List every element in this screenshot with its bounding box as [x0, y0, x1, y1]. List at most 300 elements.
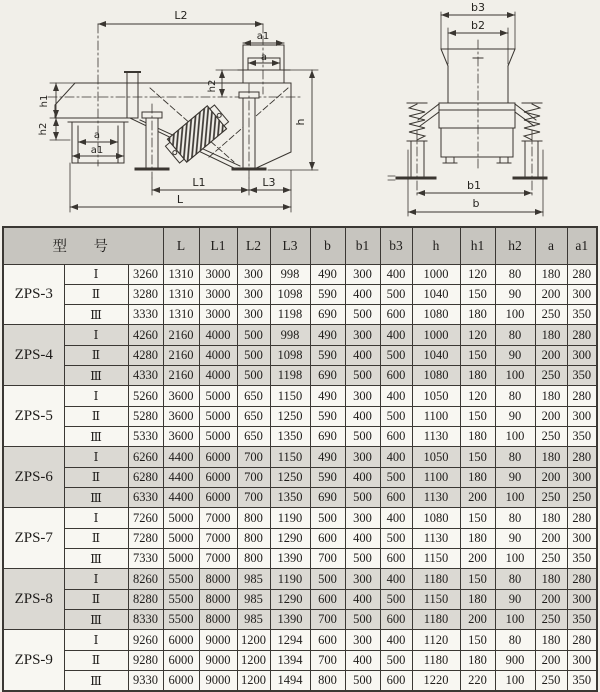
spec-cell: 1250 [270, 406, 310, 426]
spec-cell: 1150 [270, 447, 310, 467]
column-header-h: h [412, 227, 460, 264]
spec-cell: 5000 [163, 549, 199, 569]
table-row [3, 386, 597, 406]
spec-cell: 800 [237, 549, 270, 569]
spec-cell: 8260 [128, 569, 163, 589]
spec-cell: 1200 [237, 650, 270, 670]
spec-cell: 500 [380, 284, 412, 304]
spec-cell: 800 [237, 508, 270, 528]
spec-cell: 300 [567, 528, 597, 548]
spec-cell: 400 [380, 569, 412, 589]
spec-cell: 300 [567, 650, 597, 670]
spec-cell: 400 [345, 345, 380, 365]
column-header-a: a [535, 227, 567, 264]
spec-table-wrapper [2, 226, 598, 692]
spec-cell: 700 [237, 447, 270, 467]
model-cell: ZPS-4 [3, 325, 64, 386]
spec-cell: 1180 [412, 569, 460, 589]
spec-cell: 80 [495, 569, 535, 589]
dim-label-a1-bottom: a1 [90, 145, 104, 156]
spec-cell: 400 [345, 528, 380, 548]
spec-cell: 350 [567, 610, 597, 630]
spec-table [2, 226, 598, 692]
spec-cell: 90 [495, 406, 535, 426]
model-cell: ZPS-9 [3, 630, 64, 691]
spec-cell: 1080 [412, 508, 460, 528]
subtype-cell: Ⅰ [64, 386, 128, 406]
spec-cell: 985 [237, 589, 270, 609]
spec-cell: 700 [310, 650, 345, 670]
subtype-cell: Ⅱ [64, 284, 128, 304]
subtype-cell: Ⅲ [64, 305, 128, 325]
spec-cell: 200 [460, 488, 495, 508]
spec-cell: 4280 [128, 345, 163, 365]
spec-cell: 180 [460, 467, 495, 487]
spec-cell: 1200 [237, 671, 270, 691]
spec-cell: 7280 [128, 528, 163, 548]
spec-cell: 1390 [270, 549, 310, 569]
spec-cell: 500 [345, 305, 380, 325]
spec-cell: 300 [567, 406, 597, 426]
spec-cell: 9000 [199, 671, 237, 691]
spec-cell: 200 [535, 345, 567, 365]
spec-cell: 8280 [128, 589, 163, 609]
spec-cell: 280 [567, 325, 597, 345]
spec-cell: 9330 [128, 671, 163, 691]
spec-cell: 5000 [163, 508, 199, 528]
spec-cell: 600 [310, 630, 345, 650]
spec-cell: 7000 [199, 549, 237, 569]
dim-label-h1-left: h1 [39, 94, 50, 108]
spec-cell: 500 [237, 345, 270, 365]
spec-cell: 590 [310, 406, 345, 426]
spec-cell: 3000 [199, 264, 237, 284]
column-header-L3: L3 [270, 227, 310, 264]
table-row [3, 528, 597, 548]
spec-cell: 998 [270, 325, 310, 345]
spec-cell: 250 [567, 488, 597, 508]
spec-cell: 600 [380, 366, 412, 386]
spec-cell: 200 [535, 650, 567, 670]
spec-cell: 5280 [128, 406, 163, 426]
spec-cell: 150 [460, 508, 495, 528]
table-row [3, 467, 597, 487]
table-row [3, 589, 597, 609]
spec-cell: 100 [495, 305, 535, 325]
table-row [3, 427, 597, 447]
spec-cell: 500 [345, 549, 380, 569]
spec-cell: 500 [310, 508, 345, 528]
spec-cell: 200 [535, 467, 567, 487]
dim-label-a1-top: a1 [256, 31, 270, 42]
spec-cell: 300 [345, 264, 380, 284]
end-view-diagram [380, 0, 600, 226]
spec-cell: 1130 [412, 427, 460, 447]
spec-cell: 500 [380, 345, 412, 365]
spec-cell: 998 [270, 264, 310, 284]
subtype-cell: Ⅰ [64, 325, 128, 345]
spec-cell: 180 [535, 325, 567, 345]
table-row [3, 325, 597, 345]
spec-cell: 400 [380, 508, 412, 528]
spec-cell: 1350 [270, 488, 310, 508]
spec-cell: 3600 [163, 427, 199, 447]
spec-cell: 90 [495, 589, 535, 609]
spec-cell: 7260 [128, 508, 163, 528]
spec-cell: 3330 [128, 305, 163, 325]
spec-cell: 4260 [128, 325, 163, 345]
spec-cell: 1390 [270, 610, 310, 630]
spec-cell: 6280 [128, 467, 163, 487]
spec-cell: 9000 [199, 650, 237, 670]
column-header-L1: L1 [199, 227, 237, 264]
spec-cell: 4400 [163, 488, 199, 508]
spec-cell: 300 [345, 508, 380, 528]
spec-cell: 280 [567, 630, 597, 650]
spec-cell: 180 [460, 427, 495, 447]
dim-label-b3: b3 [471, 1, 485, 14]
spec-cell: 690 [310, 305, 345, 325]
spec-cell: 1000 [412, 325, 460, 345]
spec-cell: 250 [535, 488, 567, 508]
spec-cell: 500 [380, 406, 412, 426]
spec-cell: 5500 [163, 569, 199, 589]
spec-cell: 120 [460, 325, 495, 345]
column-header-b3: b3 [380, 227, 412, 264]
spec-cell: 100 [495, 610, 535, 630]
spec-cell: 1494 [270, 671, 310, 691]
dim-label-a-top: a [260, 52, 268, 63]
spec-cell: 5000 [163, 528, 199, 548]
table-row [3, 650, 597, 670]
dim-label-L1: L1 [192, 176, 206, 189]
spec-cell: 500 [380, 650, 412, 670]
spec-cell: 590 [310, 284, 345, 304]
spec-cell: 1394 [270, 650, 310, 670]
subtype-cell: Ⅰ [64, 264, 128, 284]
spec-cell: 200 [460, 549, 495, 569]
spec-cell: 350 [567, 305, 597, 325]
spec-cell: 700 [237, 488, 270, 508]
dim-label-h2-right: h2 [207, 79, 218, 93]
spec-cell: 400 [345, 589, 380, 609]
dim-label-b1: b1 [467, 179, 481, 192]
spec-cell: 100 [495, 671, 535, 691]
spec-cell: 1150 [270, 386, 310, 406]
spec-cell: 6260 [128, 447, 163, 467]
spec-cell: 500 [380, 589, 412, 609]
spec-cell: 1120 [412, 630, 460, 650]
spec-cell: 250 [535, 305, 567, 325]
spec-cell: 600 [380, 671, 412, 691]
table-row [3, 569, 597, 589]
spec-cell: 590 [310, 345, 345, 365]
spec-cell: 250 [535, 671, 567, 691]
subtype-cell: Ⅲ [64, 549, 128, 569]
spec-cell: 250 [535, 549, 567, 569]
spec-cell: 4330 [128, 366, 163, 386]
spec-cell: 1350 [270, 427, 310, 447]
spec-cell: 500 [380, 467, 412, 487]
subtype-cell: Ⅱ [64, 528, 128, 548]
spec-cell: 100 [495, 549, 535, 569]
table-row [3, 671, 597, 691]
spec-cell: 8330 [128, 610, 163, 630]
spec-cell: 700 [237, 467, 270, 487]
spec-cell: 650 [237, 386, 270, 406]
spec-cell: 90 [495, 528, 535, 548]
subtype-cell: Ⅲ [64, 427, 128, 447]
spec-cell: 300 [345, 325, 380, 345]
spec-cell: 100 [495, 366, 535, 386]
spec-cell: 200 [535, 528, 567, 548]
spec-cell: 5500 [163, 610, 199, 630]
spec-cell: 700 [310, 610, 345, 630]
spec-cell: 280 [567, 386, 597, 406]
spec-cell: 400 [345, 406, 380, 426]
spec-cell: 690 [310, 366, 345, 386]
column-header-a1: a1 [567, 227, 597, 264]
spec-cell: 500 [345, 488, 380, 508]
spec-cell: 180 [535, 630, 567, 650]
column-header-b1: b1 [345, 227, 380, 264]
spec-cell: 180 [535, 386, 567, 406]
technical-drawings [0, 0, 600, 226]
column-header-L: L [163, 227, 199, 264]
spec-cell: 80 [495, 386, 535, 406]
spec-cell: 150 [460, 284, 495, 304]
spec-cell: 400 [380, 325, 412, 345]
spec-cell: 300 [345, 630, 380, 650]
spec-cell: 200 [535, 589, 567, 609]
spec-cell: 4000 [199, 345, 237, 365]
spec-cell: 220 [460, 671, 495, 691]
subtype-cell: Ⅱ [64, 406, 128, 426]
spec-cell: 8000 [199, 569, 237, 589]
spec-cell: 250 [535, 366, 567, 386]
spec-cell: 600 [380, 549, 412, 569]
subtype-cell: Ⅲ [64, 366, 128, 386]
spec-cell: 6000 [163, 650, 199, 670]
spec-cell: 3260 [128, 264, 163, 284]
spec-cell: 4400 [163, 447, 199, 467]
dim-label-b: b [472, 197, 480, 210]
spec-cell: 350 [567, 549, 597, 569]
spec-cell: 1150 [412, 589, 460, 609]
spec-cell: 490 [310, 325, 345, 345]
model-cell: ZPS-5 [3, 386, 64, 447]
table-row [3, 284, 597, 304]
spec-cell: 500 [310, 569, 345, 589]
spec-cell: 985 [237, 569, 270, 589]
subtype-cell: Ⅱ [64, 589, 128, 609]
spec-cell: 700 [310, 549, 345, 569]
dim-label-L: L [176, 193, 184, 206]
spec-cell: 1250 [270, 467, 310, 487]
spec-cell: 120 [460, 264, 495, 284]
spec-cell: 490 [310, 386, 345, 406]
spec-cell: 9260 [128, 630, 163, 650]
spec-cell: 1000 [412, 264, 460, 284]
column-header-h1: h1 [460, 227, 495, 264]
spec-cell: 1310 [163, 305, 199, 325]
spec-cell: 1220 [412, 671, 460, 691]
spec-cell: 90 [495, 467, 535, 487]
spec-cell: 150 [460, 406, 495, 426]
spec-cell: 1040 [412, 284, 460, 304]
spec-cell: 1290 [270, 589, 310, 609]
spec-cell: 6000 [163, 671, 199, 691]
table-row [3, 305, 597, 325]
subtype-cell: Ⅰ [64, 630, 128, 650]
spec-cell: 500 [380, 528, 412, 548]
spec-cell: 8000 [199, 589, 237, 609]
subtype-cell: Ⅱ [64, 345, 128, 365]
column-header-b: b [310, 227, 345, 264]
model-cell: ZPS-7 [3, 508, 64, 569]
spec-cell: 800 [237, 528, 270, 548]
side-view-diagram [0, 0, 380, 226]
table-row [3, 264, 597, 284]
spec-cell: 800 [310, 671, 345, 691]
spec-cell: 1190 [270, 508, 310, 528]
dim-label-L2: L2 [174, 9, 188, 22]
column-header-model: 型 号 [3, 227, 163, 264]
spec-cell: 650 [237, 406, 270, 426]
spec-cell: 1040 [412, 345, 460, 365]
subtype-cell: Ⅱ [64, 467, 128, 487]
spec-cell: 300 [345, 386, 380, 406]
spec-cell: 150 [460, 569, 495, 589]
spec-cell: 4400 [163, 467, 199, 487]
spec-cell: 300 [345, 569, 380, 589]
spec-cell: 400 [380, 386, 412, 406]
spec-cell: 500 [345, 610, 380, 630]
spec-cell: 80 [495, 508, 535, 528]
spec-cell: 3000 [199, 284, 237, 304]
spec-cell: 1050 [412, 447, 460, 467]
spec-cell: 5000 [199, 406, 237, 426]
table-row [3, 447, 597, 467]
subtype-cell: Ⅲ [64, 610, 128, 630]
spec-cell: 600 [310, 528, 345, 548]
spec-cell: 1130 [412, 528, 460, 548]
subtype-cell: Ⅱ [64, 650, 128, 670]
spec-cell: 6000 [199, 467, 237, 487]
spec-cell: 5260 [128, 386, 163, 406]
spec-cell: 7000 [199, 508, 237, 528]
spec-cell: 120 [460, 386, 495, 406]
spec-cell: 400 [380, 630, 412, 650]
spec-cell: 300 [345, 447, 380, 467]
spec-cell: 600 [380, 427, 412, 447]
spec-cell: 6000 [163, 630, 199, 650]
spec-cell: 1080 [412, 305, 460, 325]
spec-cell: 80 [495, 447, 535, 467]
spec-cell: 200 [460, 610, 495, 630]
table-row [3, 488, 597, 508]
spec-cell: 5330 [128, 427, 163, 447]
spec-cell: 650 [237, 427, 270, 447]
model-cell: ZPS-6 [3, 447, 64, 508]
spec-cell: 1294 [270, 630, 310, 650]
spec-cell: 280 [567, 508, 597, 528]
dim-label-h: h [294, 118, 307, 126]
spec-cell: 250 [535, 610, 567, 630]
table-row [3, 610, 597, 630]
spec-cell: 1198 [270, 305, 310, 325]
spec-cell: 80 [495, 325, 535, 345]
table-row [3, 549, 597, 569]
spec-cell: 3600 [163, 406, 199, 426]
model-cell: ZPS-8 [3, 569, 64, 630]
spec-cell: 180 [535, 447, 567, 467]
spec-cell: 690 [310, 488, 345, 508]
spec-cell: 1098 [270, 345, 310, 365]
spec-cell: 400 [345, 284, 380, 304]
spec-cell: 300 [567, 284, 597, 304]
spec-cell: 5000 [199, 386, 237, 406]
spec-cell: 1190 [270, 569, 310, 589]
spec-cell: 490 [310, 264, 345, 284]
spec-cell: 90 [495, 284, 535, 304]
subtype-cell: Ⅲ [64, 488, 128, 508]
spec-cell: 1098 [270, 284, 310, 304]
spec-cell: 600 [380, 610, 412, 630]
spec-cell: 180 [460, 650, 495, 670]
spec-cell: 1310 [163, 284, 199, 304]
spec-cell: 4000 [199, 366, 237, 386]
spec-cell: 500 [237, 325, 270, 345]
subtype-cell: Ⅰ [64, 447, 128, 467]
spec-cell: 1130 [412, 488, 460, 508]
spec-cell: 400 [380, 447, 412, 467]
table-row [3, 406, 597, 426]
spec-cell: 300 [237, 264, 270, 284]
spec-cell: 350 [567, 366, 597, 386]
spec-cell: 5500 [163, 589, 199, 609]
spec-cell: 400 [345, 467, 380, 487]
spec-cell: 180 [535, 264, 567, 284]
spec-cell: 3600 [163, 386, 199, 406]
spec-cell: 1200 [237, 630, 270, 650]
spec-cell: 400 [345, 650, 380, 670]
spec-cell: 600 [380, 305, 412, 325]
column-header-L2: L2 [237, 227, 270, 264]
spec-cell: 500 [345, 366, 380, 386]
spec-cell: 590 [310, 467, 345, 487]
spec-cell: 1080 [412, 366, 460, 386]
spec-cell: 80 [495, 630, 535, 650]
subtype-cell: Ⅲ [64, 671, 128, 691]
dim-label-h2-left: h2 [38, 122, 49, 136]
spec-cell: 150 [460, 630, 495, 650]
spec-cell: 1290 [270, 528, 310, 548]
table-row [3, 345, 597, 365]
spec-cell: 7330 [128, 549, 163, 569]
spec-cell: 1050 [412, 386, 460, 406]
spec-cell: 5000 [199, 427, 237, 447]
table-row [3, 366, 597, 386]
spec-cell: 1180 [412, 650, 460, 670]
motor-icon [163, 102, 231, 166]
subtype-cell: Ⅰ [64, 508, 128, 528]
spec-cell: 300 [567, 589, 597, 609]
spec-cell: 150 [460, 447, 495, 467]
spec-cell: 1198 [270, 366, 310, 386]
spec-cell: 300 [567, 345, 597, 365]
spec-cell: 500 [345, 671, 380, 691]
